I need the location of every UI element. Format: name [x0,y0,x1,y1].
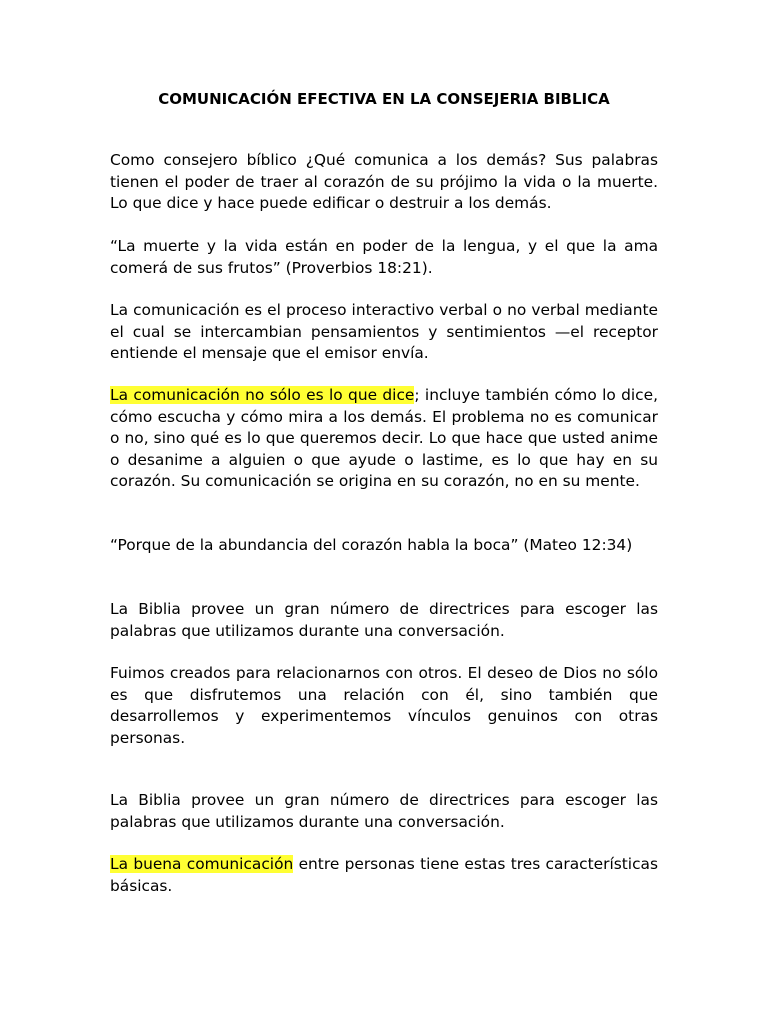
paragraph-definition: La comunicación es el proceso interactivo verbal o no verbal mediante el cual se intercambian pensamientos y sentimientos —el receptor entiende el mensaje que el emisor envía. [110,301,658,362]
paragraph-communication-heart [110,385,658,493]
paragraph-proverbios-quote: “La muerte y la vida están en poder de la lengua, y el que la ama comerá de sus frutos” (Proverbios 18:21). [110,237,658,277]
paragraph-directrices: La Biblia provee un gran número de directrices para escoger las palabras que utilizamos durante una conversación. [110,600,658,640]
highlighted-phrase: La buena comunicación [110,855,294,873]
highlighted-phrase: La comunicación no sólo es lo que dice [110,386,415,404]
paragraph-text: ; incluye también cómo lo dice, cómo escucha y cómo mira a los demás. El problema no es comunicar o no, sino qué es lo que queremos decir. Lo que hace que usted anime o desanime a alguien o que ayude o lastime, es lo que hay en su corazón. Su comunicación se origina en su corazón, no en su mente. [110,386,658,490]
document-title: COMUNICACIÓN EFECTIVA EN LA CONSEJERIA BIBLICA [158,90,610,108]
paragraph-directrices-repeat: La Biblia provee un gran número de directrices para escoger las palabras que utilizamos durante una conversación. [110,791,658,831]
paragraph-relationships: Fuimos creados para relacionarnos con otros. El deseo de Dios no sólo es que disfrutemos una relación con él, sino también que desarrollemos y experimentemos vínculos genuinos con otras personas. [110,664,658,747]
paragraph-text: entre personas tiene estas tres características básicas. [110,855,658,895]
paragraph-mateo-quote: “Porque de la abundancia del corazón habla la boca” (Mateo 12:34) [110,536,633,554]
paragraph-good-communication [110,854,658,897]
paragraph-intro: Como consejero bíblico ¿Qué comunica a los demás? Sus palabras tienen el poder de traer al corazón de su prójimo la vida o la muerte. Lo que dice y hace puede edificar o destruir a los demás. [110,151,658,212]
